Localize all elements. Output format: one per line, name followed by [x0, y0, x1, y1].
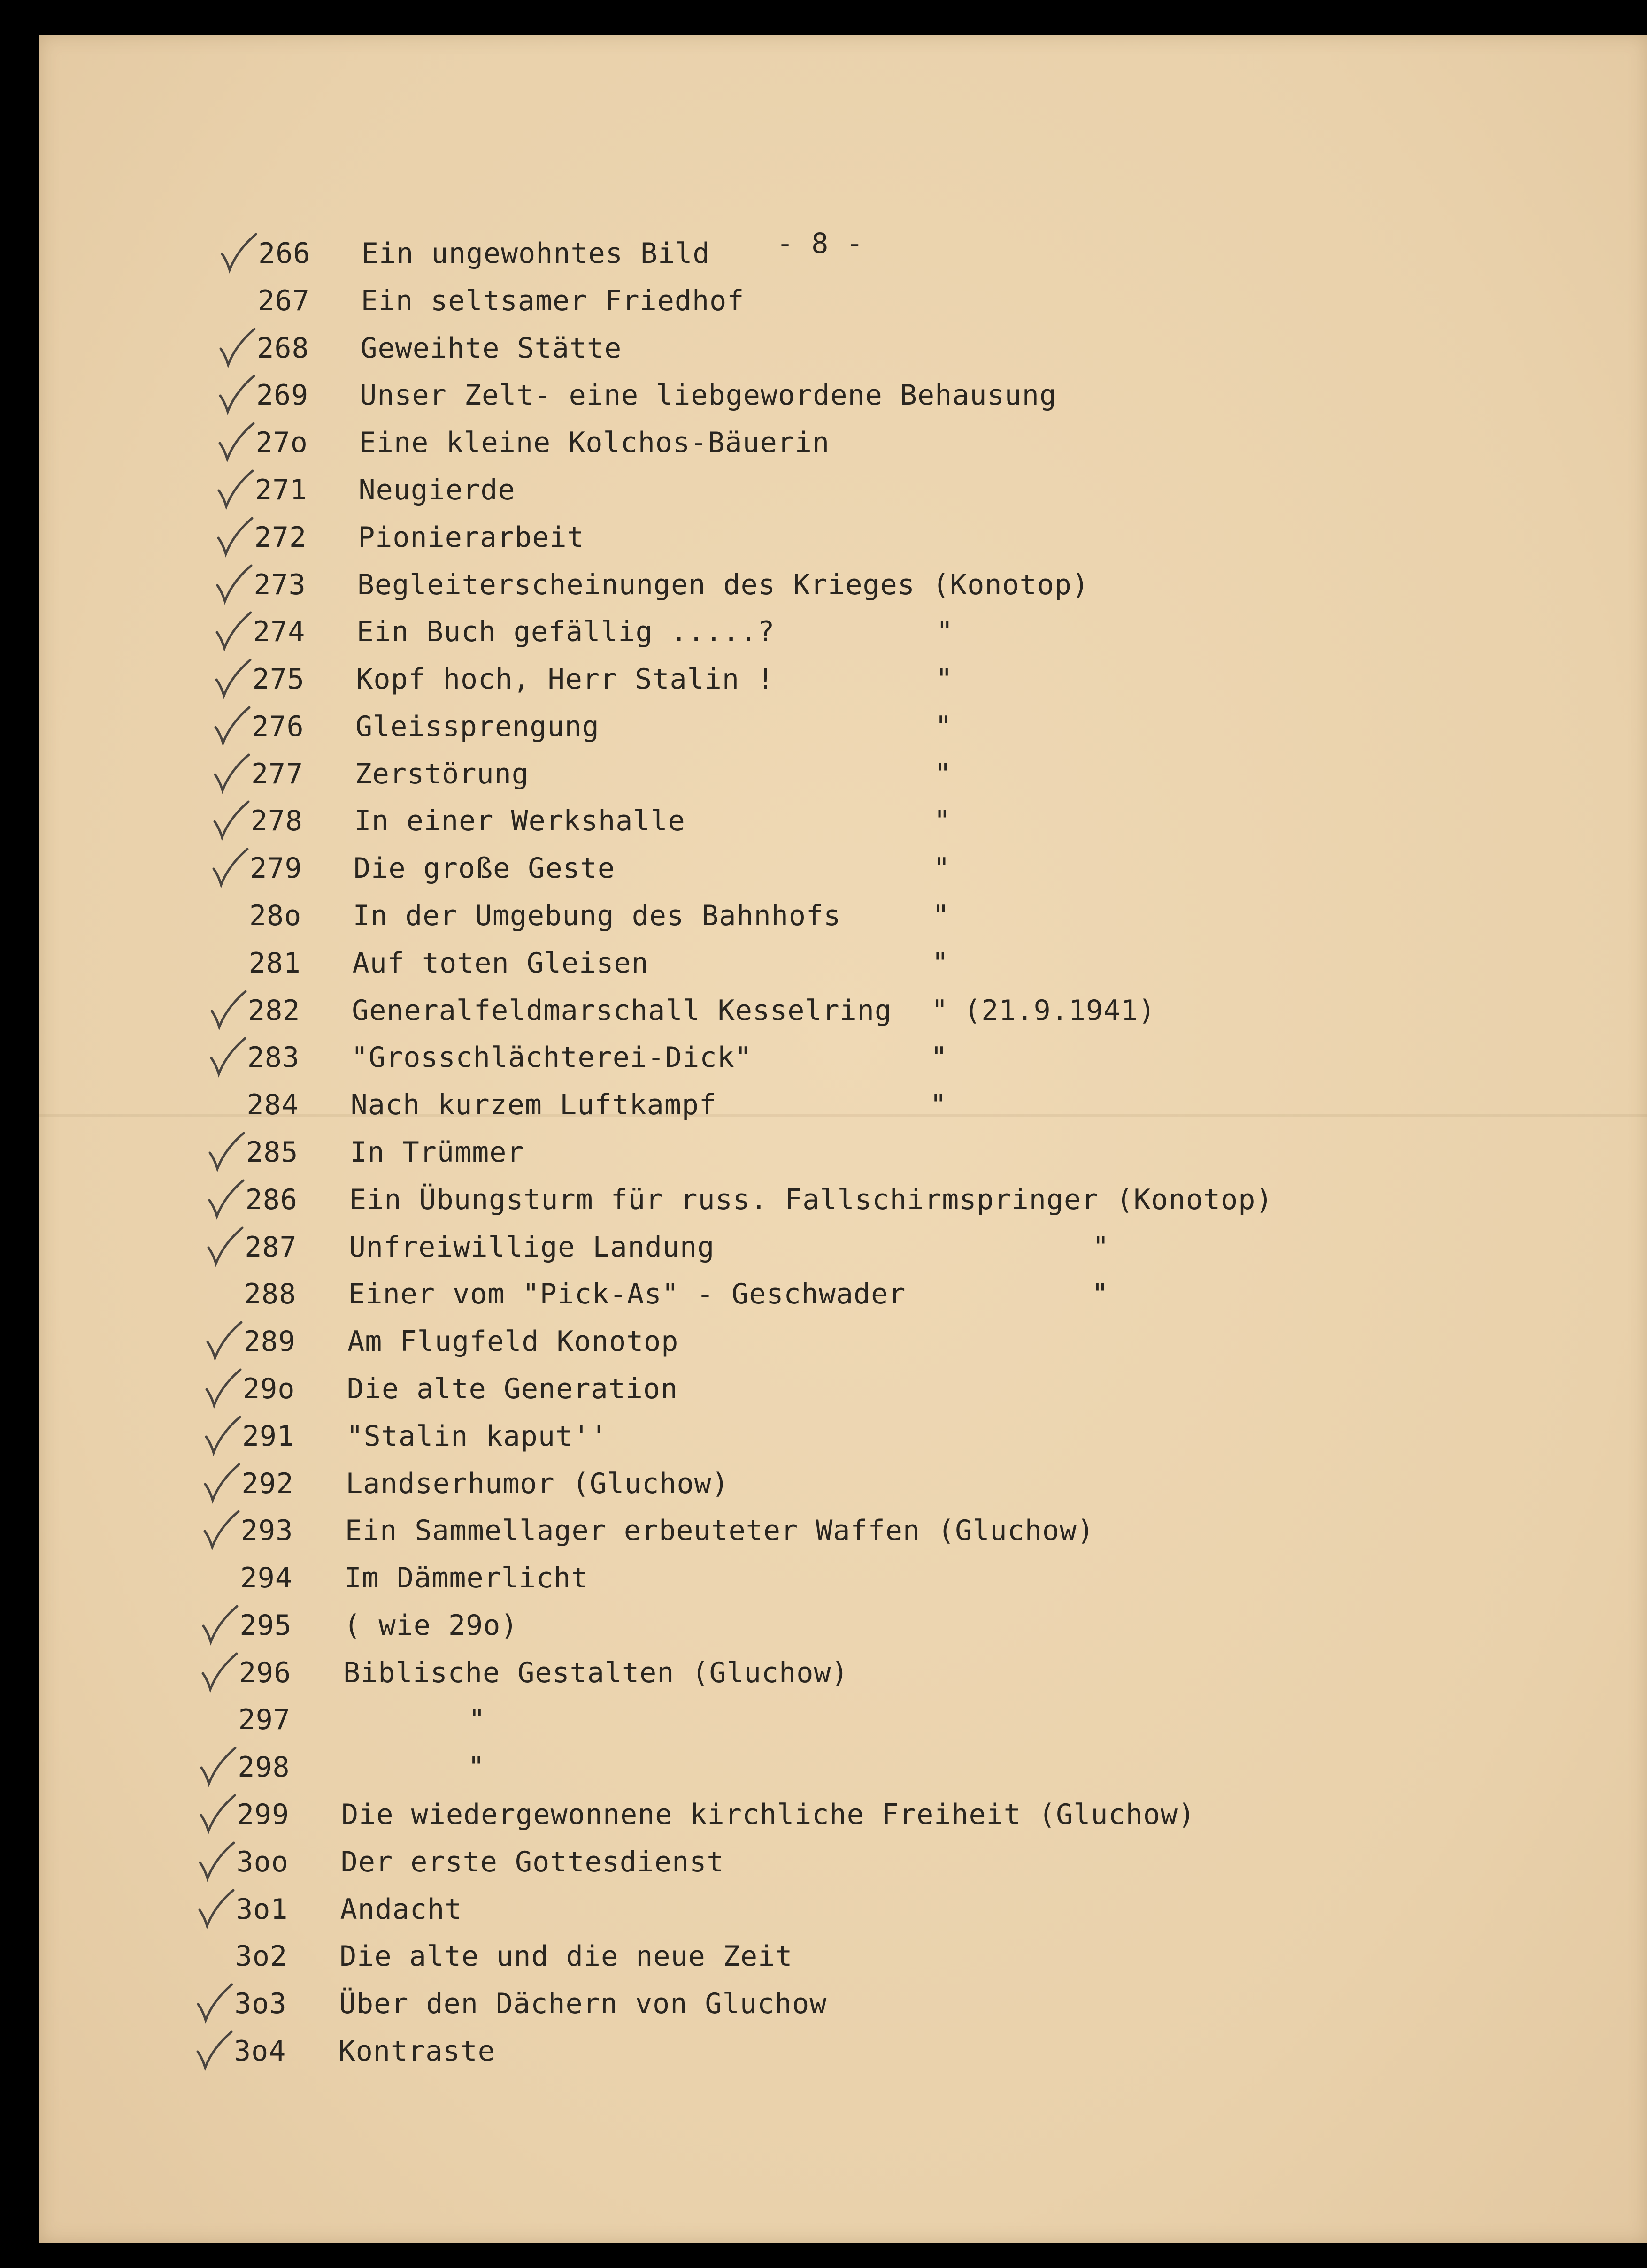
- photo-caption: Am Flugfeld Konotop: [347, 1325, 679, 1358]
- photo-caption: Die wiedergewonnene kirchliche Freiheit (Gluchow): [341, 1798, 1196, 1831]
- photo-caption: Generalfeldmarschall Kesselring: [352, 994, 893, 1027]
- photo-number: 272: [254, 521, 307, 554]
- list-item: [39, 758, 1589, 795]
- list-item: [39, 1325, 1589, 1363]
- list-item: [39, 1703, 1589, 1741]
- checkmark-icon: [213, 657, 255, 699]
- photo-number: 282: [248, 994, 300, 1027]
- checkmark-icon: [216, 421, 258, 463]
- list-item: [39, 1467, 1589, 1505]
- checkmark-icon: [201, 1462, 244, 1504]
- photo-number: 292: [241, 1467, 294, 1500]
- photo-caption: Der erste Gottesdienst: [340, 1845, 724, 1878]
- photo-caption: Andacht: [340, 1893, 462, 1926]
- photo-number: 269: [256, 379, 309, 412]
- list-item: [39, 426, 1589, 464]
- checkmark-icon: [198, 1745, 240, 1787]
- photo-number: 281: [248, 946, 301, 980]
- photo-number: 288: [244, 1278, 297, 1311]
- ditto-mark: ": [936, 615, 954, 649]
- checkmark-icon: [216, 373, 259, 415]
- photo-caption: Auf toten Gleisen: [352, 946, 649, 980]
- photo-caption: Ein Buch gefällig .....?: [356, 615, 775, 649]
- photo-number: 278: [250, 805, 303, 838]
- list-item: [39, 1656, 1589, 1694]
- photo-caption: Pionierarbeit: [358, 521, 585, 554]
- photo-number: 3o4: [234, 2035, 286, 2068]
- list-item: [39, 1846, 1589, 1883]
- checkmark-icon: [210, 846, 252, 889]
- checkmark-icon: [214, 563, 256, 605]
- ditto-mark: ": [930, 1088, 947, 1122]
- photo-number: 3o1: [236, 1893, 288, 1926]
- photo-caption: In Trümmer: [350, 1136, 524, 1169]
- list-item: [39, 805, 1589, 842]
- checkmark-icon: [212, 705, 254, 747]
- photo-caption: Die alte und die neue Zeit: [339, 1940, 793, 1973]
- list-item: [39, 1278, 1589, 1315]
- photo-number: 285: [246, 1136, 299, 1169]
- photo-caption: Eine kleine Kolchos-Bäuerin: [359, 426, 830, 460]
- photo-number: 275: [252, 663, 305, 696]
- ditto-mark: ": [934, 757, 952, 790]
- list-item: [39, 1372, 1589, 1410]
- list-item: [39, 379, 1589, 416]
- checkmark-icon: [215, 468, 257, 510]
- ditto-mark: ": [935, 663, 953, 696]
- checkmark-icon: [196, 1840, 239, 1882]
- checkmark-icon: [202, 1414, 245, 1456]
- photo-number: 271: [255, 473, 308, 506]
- photo-caption: Geweihte Stätte: [360, 331, 622, 365]
- photo-number: 267: [257, 284, 310, 317]
- photo-caption: Ein Sammellager erbeuteter Waffen (Gluchow): [345, 1514, 1095, 1548]
- photo-caption: Gleissprengung: [355, 710, 600, 743]
- photo-caption: Begleiterscheinungen des Krieges (Konotop): [357, 568, 1090, 601]
- photo-number: 276: [252, 710, 304, 743]
- ditto-mark: ": [930, 1041, 948, 1074]
- ditto-mark: ": [933, 805, 951, 838]
- photo-number: 274: [253, 615, 306, 649]
- photo-number: 295: [239, 1609, 292, 1642]
- photo-caption: Einer vom "Pick-As" - Geschwader: [348, 1278, 906, 1311]
- ditto-mark: ": [1091, 1278, 1109, 1311]
- photo-caption: Unfreiwillige Landung: [348, 1230, 715, 1264]
- checkmark-icon: [213, 610, 255, 652]
- photo-number: 297: [238, 1703, 291, 1737]
- checkmark-icon: [208, 988, 250, 1031]
- list-item: [39, 1798, 1589, 1836]
- photo-caption: Neugierde: [358, 473, 516, 506]
- photo-caption: Biblische Gestalten (Gluchow): [343, 1656, 849, 1689]
- photo-number: 3o2: [235, 1940, 288, 1973]
- photo-caption: Ein Übungsturm für russ. Fallschirmspringer (Konotop): [349, 1183, 1273, 1216]
- list-item: [39, 852, 1589, 889]
- photo-number: 279: [250, 852, 302, 885]
- photo-caption: In der Umgebung des Bahnhofs: [353, 899, 841, 933]
- checkmark-icon: [215, 515, 257, 558]
- list-item: [39, 1183, 1589, 1221]
- list-item: [39, 710, 1589, 748]
- photo-caption: Zerstörung: [354, 757, 529, 790]
- photo-number: 283: [247, 1041, 300, 1074]
- photo-number: 273: [254, 568, 306, 601]
- photo-caption: Unser Zelt- eine liebgewordene Behausung: [360, 379, 1057, 412]
- photo-caption: Ein seltsamer Friedhof: [361, 284, 745, 317]
- photo-number: 3oo: [236, 1845, 289, 1878]
- list-item: [39, 1514, 1589, 1552]
- list-item: [39, 1562, 1589, 1599]
- list-item: [39, 474, 1589, 511]
- photo-number: 27o: [255, 426, 308, 460]
- checkmark-icon: [199, 1651, 241, 1693]
- photo-number: 284: [246, 1088, 299, 1122]
- photo-number: 286: [245, 1183, 298, 1216]
- list-item: [39, 1893, 1589, 1931]
- checkmark-icon: [205, 1225, 247, 1267]
- photo-caption: Landserhumor (Gluchow): [346, 1467, 729, 1500]
- photo-number: 293: [241, 1514, 293, 1548]
- ditto-mark: ": [468, 1751, 485, 1784]
- photo-number: 29o: [243, 1372, 295, 1405]
- ditto-mark: ": [935, 710, 953, 743]
- photo-number: 298: [238, 1751, 290, 1784]
- photo-number: 268: [257, 331, 309, 365]
- date-note: (21.9.1941): [964, 994, 1156, 1027]
- ditto-mark: ": [468, 1703, 486, 1737]
- checkmark-icon: [218, 231, 261, 274]
- checkmark-icon: [197, 1793, 239, 1835]
- list-item: [39, 1987, 1589, 2025]
- photo-number: 277: [251, 757, 304, 790]
- checkmark-icon: [201, 1509, 243, 1551]
- photo-caption: Ein ungewohntes Bild: [362, 237, 710, 270]
- checkmark-icon: [194, 1982, 237, 2024]
- checkmark-icon: [208, 1035, 250, 1078]
- photo-caption: Die alte Generation: [346, 1372, 678, 1405]
- list-item: [39, 568, 1589, 606]
- list-item: [39, 332, 1589, 369]
- photo-number: 287: [245, 1230, 297, 1264]
- list-item: [39, 615, 1589, 653]
- ditto-mark: ": [931, 946, 949, 980]
- photo-number: 291: [242, 1419, 295, 1453]
- photo-caption: Nach kurzem Luftkampf: [350, 1088, 717, 1122]
- list-item: [39, 663, 1589, 700]
- ditto-mark: ": [932, 899, 950, 933]
- checkmark-icon: [211, 752, 254, 794]
- list-item: [39, 1940, 1589, 1977]
- ditto-mark: ": [931, 994, 949, 1027]
- checkmark-icon: [206, 1130, 248, 1172]
- photo-number: 294: [240, 1562, 293, 1595]
- photo-caption: Kopf hoch, Herr Stalin !: [356, 663, 775, 696]
- list-item: [39, 1041, 1589, 1079]
- checkmark-icon: [194, 2029, 236, 2071]
- list-item: [39, 1231, 1589, 1268]
- photo-number: 289: [243, 1325, 296, 1358]
- list-item: [39, 284, 1589, 322]
- photo-number: 28o: [249, 899, 302, 933]
- photo-caption: Im Dämmerlicht: [344, 1562, 589, 1595]
- list-item: [39, 1751, 1589, 1788]
- document-page: [39, 35, 1647, 2243]
- photo-caption: "Stalin kaput'': [346, 1419, 608, 1453]
- photo-caption: Die große Geste: [354, 852, 615, 885]
- ditto-mark: ": [933, 852, 951, 885]
- list-item: [39, 521, 1589, 559]
- photo-caption: "Grosschlächterei-Dick": [351, 1041, 752, 1074]
- photo-caption: In einer Werkshalle: [354, 805, 685, 838]
- checkmark-icon: [206, 1178, 248, 1220]
- list-item: [39, 237, 1589, 275]
- checkmark-icon: [204, 1319, 246, 1362]
- checkmark-icon: [203, 1367, 245, 1409]
- photo-number: 266: [258, 237, 311, 270]
- list-item: [39, 1136, 1589, 1173]
- list-item: [39, 1088, 1589, 1126]
- photo-number: 299: [237, 1798, 290, 1831]
- list-item: [39, 994, 1589, 1032]
- checkmark-icon: [211, 799, 253, 841]
- photo-caption: Über den Dächern von Gluchow: [339, 1987, 827, 2021]
- photo-number: 296: [239, 1656, 292, 1689]
- checkmark-icon: [217, 326, 259, 368]
- list-item: [39, 899, 1589, 937]
- list-item: [39, 947, 1589, 984]
- photo-caption: ( wie 29o): [344, 1609, 518, 1642]
- photo-number: 3o3: [234, 1987, 287, 2021]
- page-number: - 8 -: [777, 227, 864, 260]
- ditto-mark: ": [1092, 1230, 1110, 1264]
- list-item: [39, 1420, 1589, 1457]
- list-item: [39, 2035, 1589, 2072]
- checkmark-icon: [196, 1887, 238, 1930]
- list-item: [39, 1609, 1589, 1647]
- photo-caption: Kontraste: [338, 2035, 495, 2068]
- checkmark-icon: [200, 1603, 242, 1646]
